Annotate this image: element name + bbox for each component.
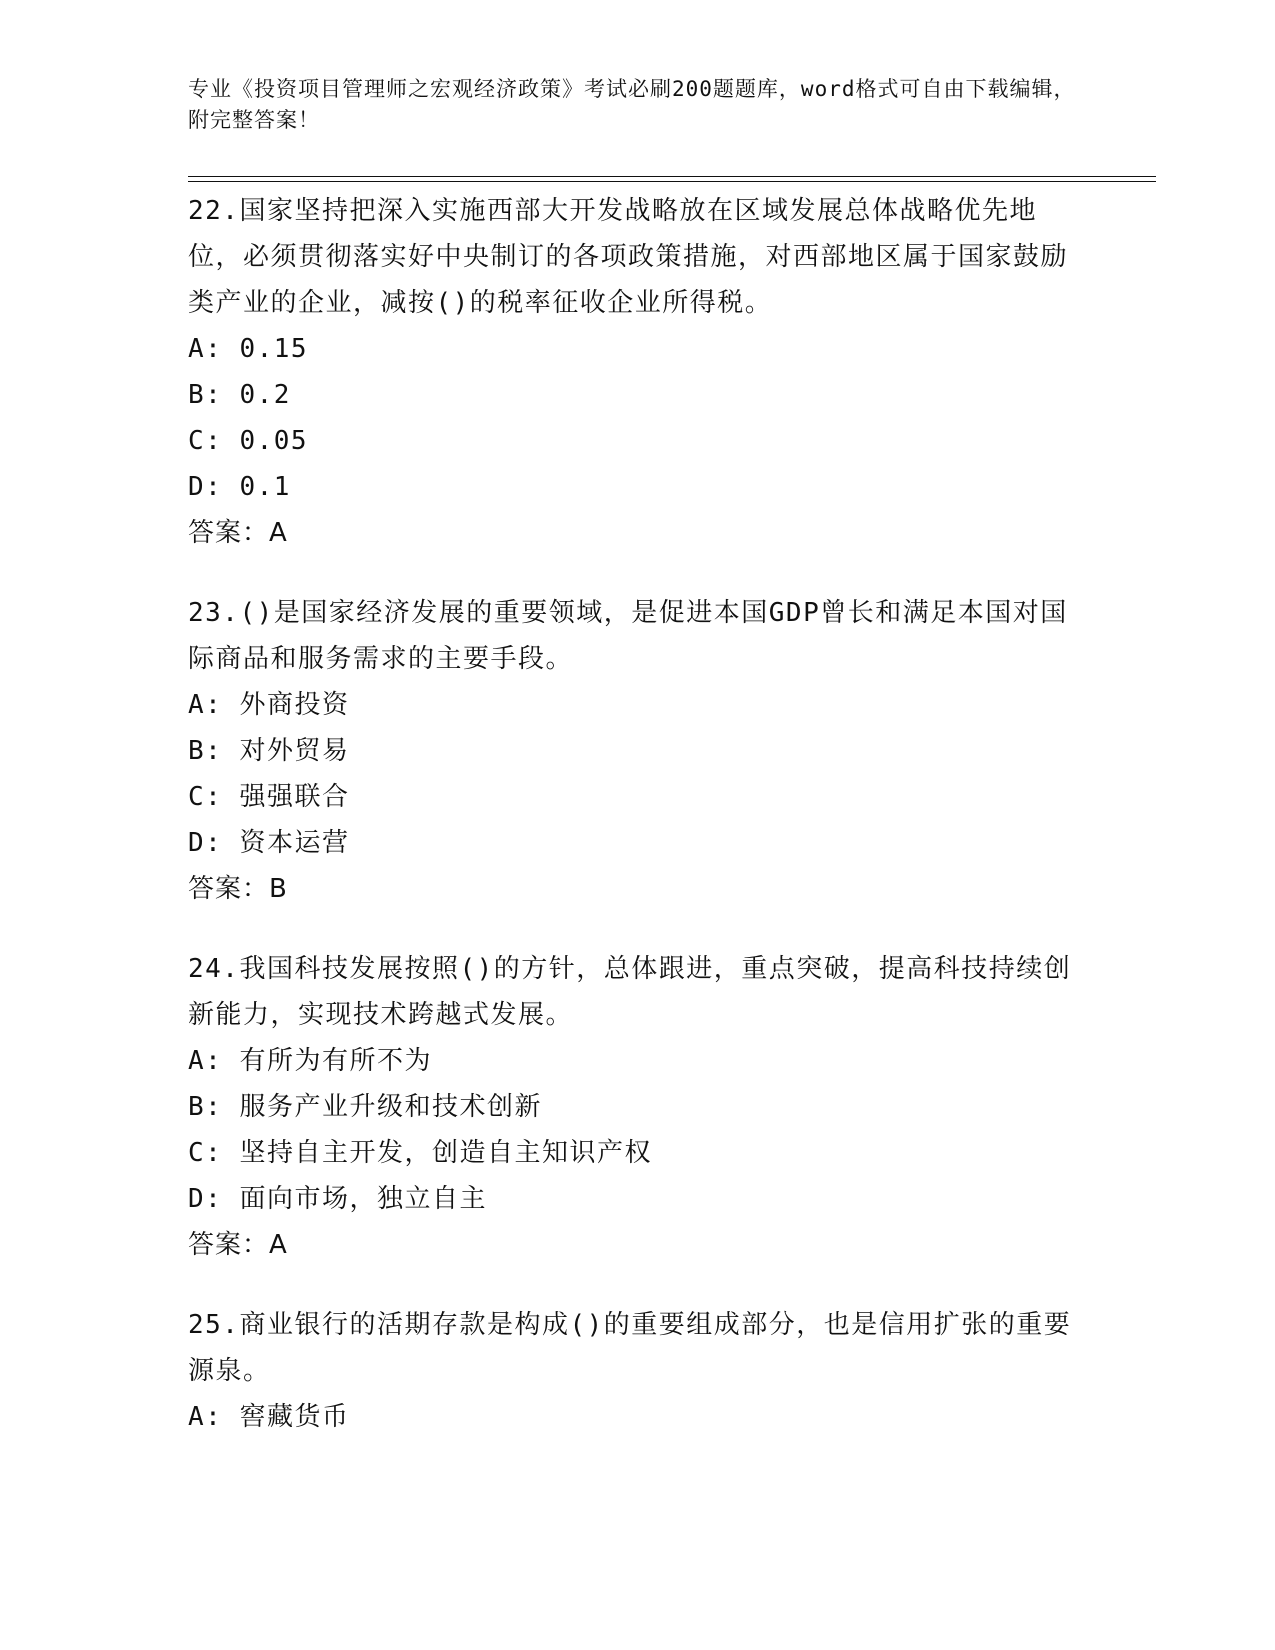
option-b: B: 0.2: [188, 380, 291, 410]
answer-line: 答案：A: [188, 518, 288, 548]
question-23: [188, 590, 1088, 912]
question-stem: 22.国家坚持把深入实施西部大开发战略放在区域发展总体战略优先地位，必须贯彻落实好中央制订的各项政策措施，对西部地区属于国家鼓励类产业的企业，减按()的税率征收企业所得税。: [188, 196, 1069, 318]
question-stem: 23.()是国家经济发展的重要领域，是促进本国GDP曾长和满足本国对国际商品和服务需求的主要手段。: [188, 598, 1068, 674]
document-header: 专业《投资项目管理师之宏观经济政策》考试必刷200题题库，word格式可自由下载编辑，附完整答案！: [188, 77, 1076, 132]
option-c: C: 0.05: [188, 426, 309, 456]
question-list: [188, 188, 1088, 1474]
question-22: [188, 188, 1088, 556]
answer-line: 答案：A: [188, 1230, 288, 1260]
header-divider-top: [188, 176, 1156, 177]
option-a: A: 有所为有所不为: [188, 1046, 432, 1076]
option-b: B: 对外贸易: [188, 736, 350, 766]
option-d: D: 面向市场，独立自主: [188, 1184, 487, 1214]
header-divider-bottom: [188, 181, 1156, 182]
question-stem: 24.我国科技发展按照()的方针，总体跟进，重点突破，提高科技持续创新能力，实现技术跨越式发展。: [188, 954, 1072, 1030]
question-24: [188, 946, 1088, 1268]
option-d: D: 0.1: [188, 472, 291, 502]
option-c: C: 坚持自主开发，创造自主知识产权: [188, 1138, 652, 1168]
option-a: A: 0.15: [188, 334, 309, 364]
answer-line: 答案：B: [188, 874, 288, 904]
option-c: C: 强强联合: [188, 782, 350, 812]
option-b: B: 服务产业升级和技术创新: [188, 1092, 542, 1122]
option-a: A: 窖藏货币: [188, 1402, 350, 1432]
option-a: A: 外商投资: [188, 690, 350, 720]
question-stem: 25.商业银行的活期存款是构成()的重要组成部分，也是信用扩张的重要源泉。: [188, 1310, 1072, 1386]
question-25: [188, 1302, 1088, 1440]
option-d: D: 资本运营: [188, 828, 350, 858]
